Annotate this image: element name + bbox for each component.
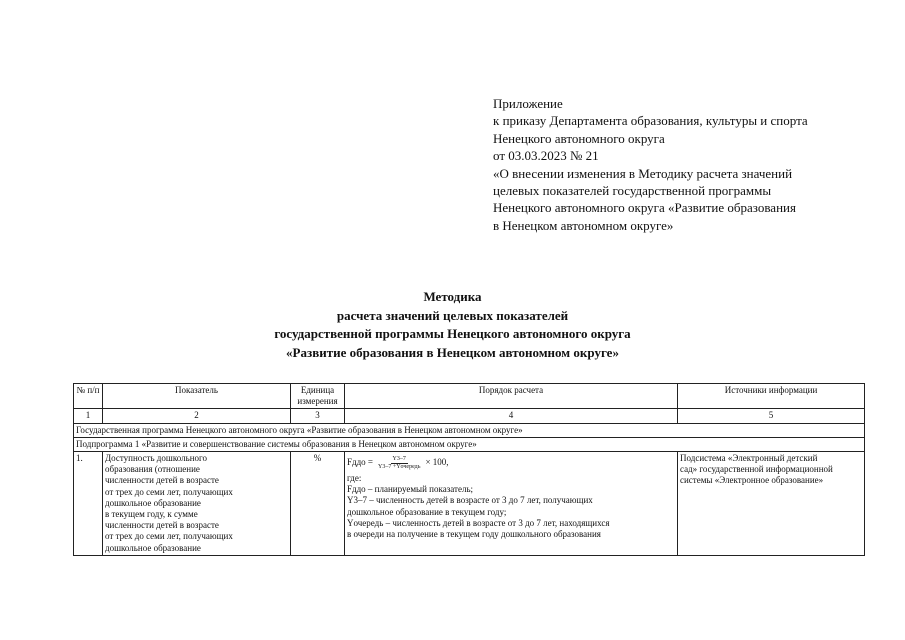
source-line: Подсистема «Электронный детский — [680, 453, 818, 464]
indicator-line: численности детей в возрасте — [105, 520, 219, 531]
subprogram-row — [74, 437, 865, 451]
column-number: 1 — [74, 409, 103, 423]
table-row — [74, 452, 865, 556]
indicator-line: дошкольное образование — [105, 497, 201, 508]
formula-numerator: Y3–7 — [392, 455, 406, 462]
appendix-line: Приложение — [493, 96, 563, 111]
subprogram-title: Подпрограмма 1 «Развитие и совершенствование системы образования в Ненецком автономном округе» — [74, 437, 865, 451]
row-indicator — [103, 452, 291, 556]
column-number-row — [74, 409, 865, 423]
method-line: в очереди на получение в текущем году дошкольного образования — [347, 529, 601, 540]
appendix-line: Ненецкого автономного округа — [493, 130, 665, 146]
appendix-line: целевых показателей государственной программы — [493, 183, 772, 199]
header-method: Порядок расчета — [345, 384, 678, 409]
column-number: 2 — [103, 409, 291, 423]
formula-lhs: Fддо = — [347, 457, 373, 468]
method-line: Y3–7 – численность детей в возрасте от 3 до 7 лет, получающих — [347, 495, 593, 506]
row-unit: % — [291, 452, 345, 556]
program-title: Государственная программа Ненецкого автономного округа «Развитие образования в Ненецком автономном округе» — [74, 423, 865, 437]
column-number: 5 — [678, 409, 865, 423]
header-indicator: Показатель — [103, 384, 291, 409]
row-num: 1. — [74, 452, 103, 556]
appendix-line: в Ненецком автономном округе» — [493, 217, 674, 233]
method-line: дошкольное образование в текущем году; — [347, 506, 507, 517]
indicator-line: от трех до семи лет, получающих — [105, 531, 233, 542]
indicator-line: от трех до семи лет, получающих — [105, 486, 233, 497]
column-number: 3 — [291, 409, 345, 423]
header-unit: Единица измерения — [291, 384, 345, 409]
column-number: 4 — [345, 409, 678, 423]
method-line: Yочередь – численность детей в возрасте от 3 до 7 лет, находящихся — [347, 517, 610, 528]
appendix-line: Ненецкого автономного округа «Развитие образования — [493, 200, 796, 216]
source-line: системы «Электронное образование» — [680, 475, 824, 486]
row-method — [345, 452, 678, 556]
formula-rhs: × 100, — [425, 457, 449, 468]
indicator-line: в текущем году, к сумме — [105, 509, 198, 520]
indicator-line: дошкольное образование — [105, 542, 201, 553]
formula-denominator: Y3–7 +Yочередь — [378, 463, 421, 470]
title-line: государственной программы Ненецкого автономного округа — [274, 326, 631, 341]
method-line: Fддо – планируемый показатель; — [347, 484, 474, 495]
formula-fraction — [376, 456, 422, 471]
row-sources — [678, 452, 865, 556]
source-line: сад» государственной информационной — [680, 464, 833, 475]
appendix-header — [493, 95, 893, 234]
title-line: «Развитие образования в Ненецком автономном округе» — [286, 344, 619, 360]
indicator-line: численности детей в возрасте — [105, 475, 219, 486]
appendix-line: к приказу Департамента образования, культуры и спорта — [493, 113, 808, 129]
appendix-line: от 03.03.2023 № 21 — [493, 148, 599, 164]
indicator-line: образования (отношение — [105, 464, 200, 475]
header-sources: Источники информации — [678, 384, 865, 409]
header-num: № п/п — [74, 384, 103, 409]
program-row — [74, 423, 865, 437]
title-line: расчета значений целевых показателей — [336, 307, 569, 323]
method-line: где: — [347, 473, 362, 484]
indicator-line: Доступность дошкольного — [105, 453, 207, 464]
document-title — [0, 288, 905, 362]
appendix-line: «О внесении изменения в Методику расчета значений — [493, 165, 793, 181]
formula — [347, 453, 675, 473]
methodology-table — [73, 383, 865, 556]
table-header-row — [74, 384, 865, 409]
title-line: Методика — [423, 289, 482, 304]
